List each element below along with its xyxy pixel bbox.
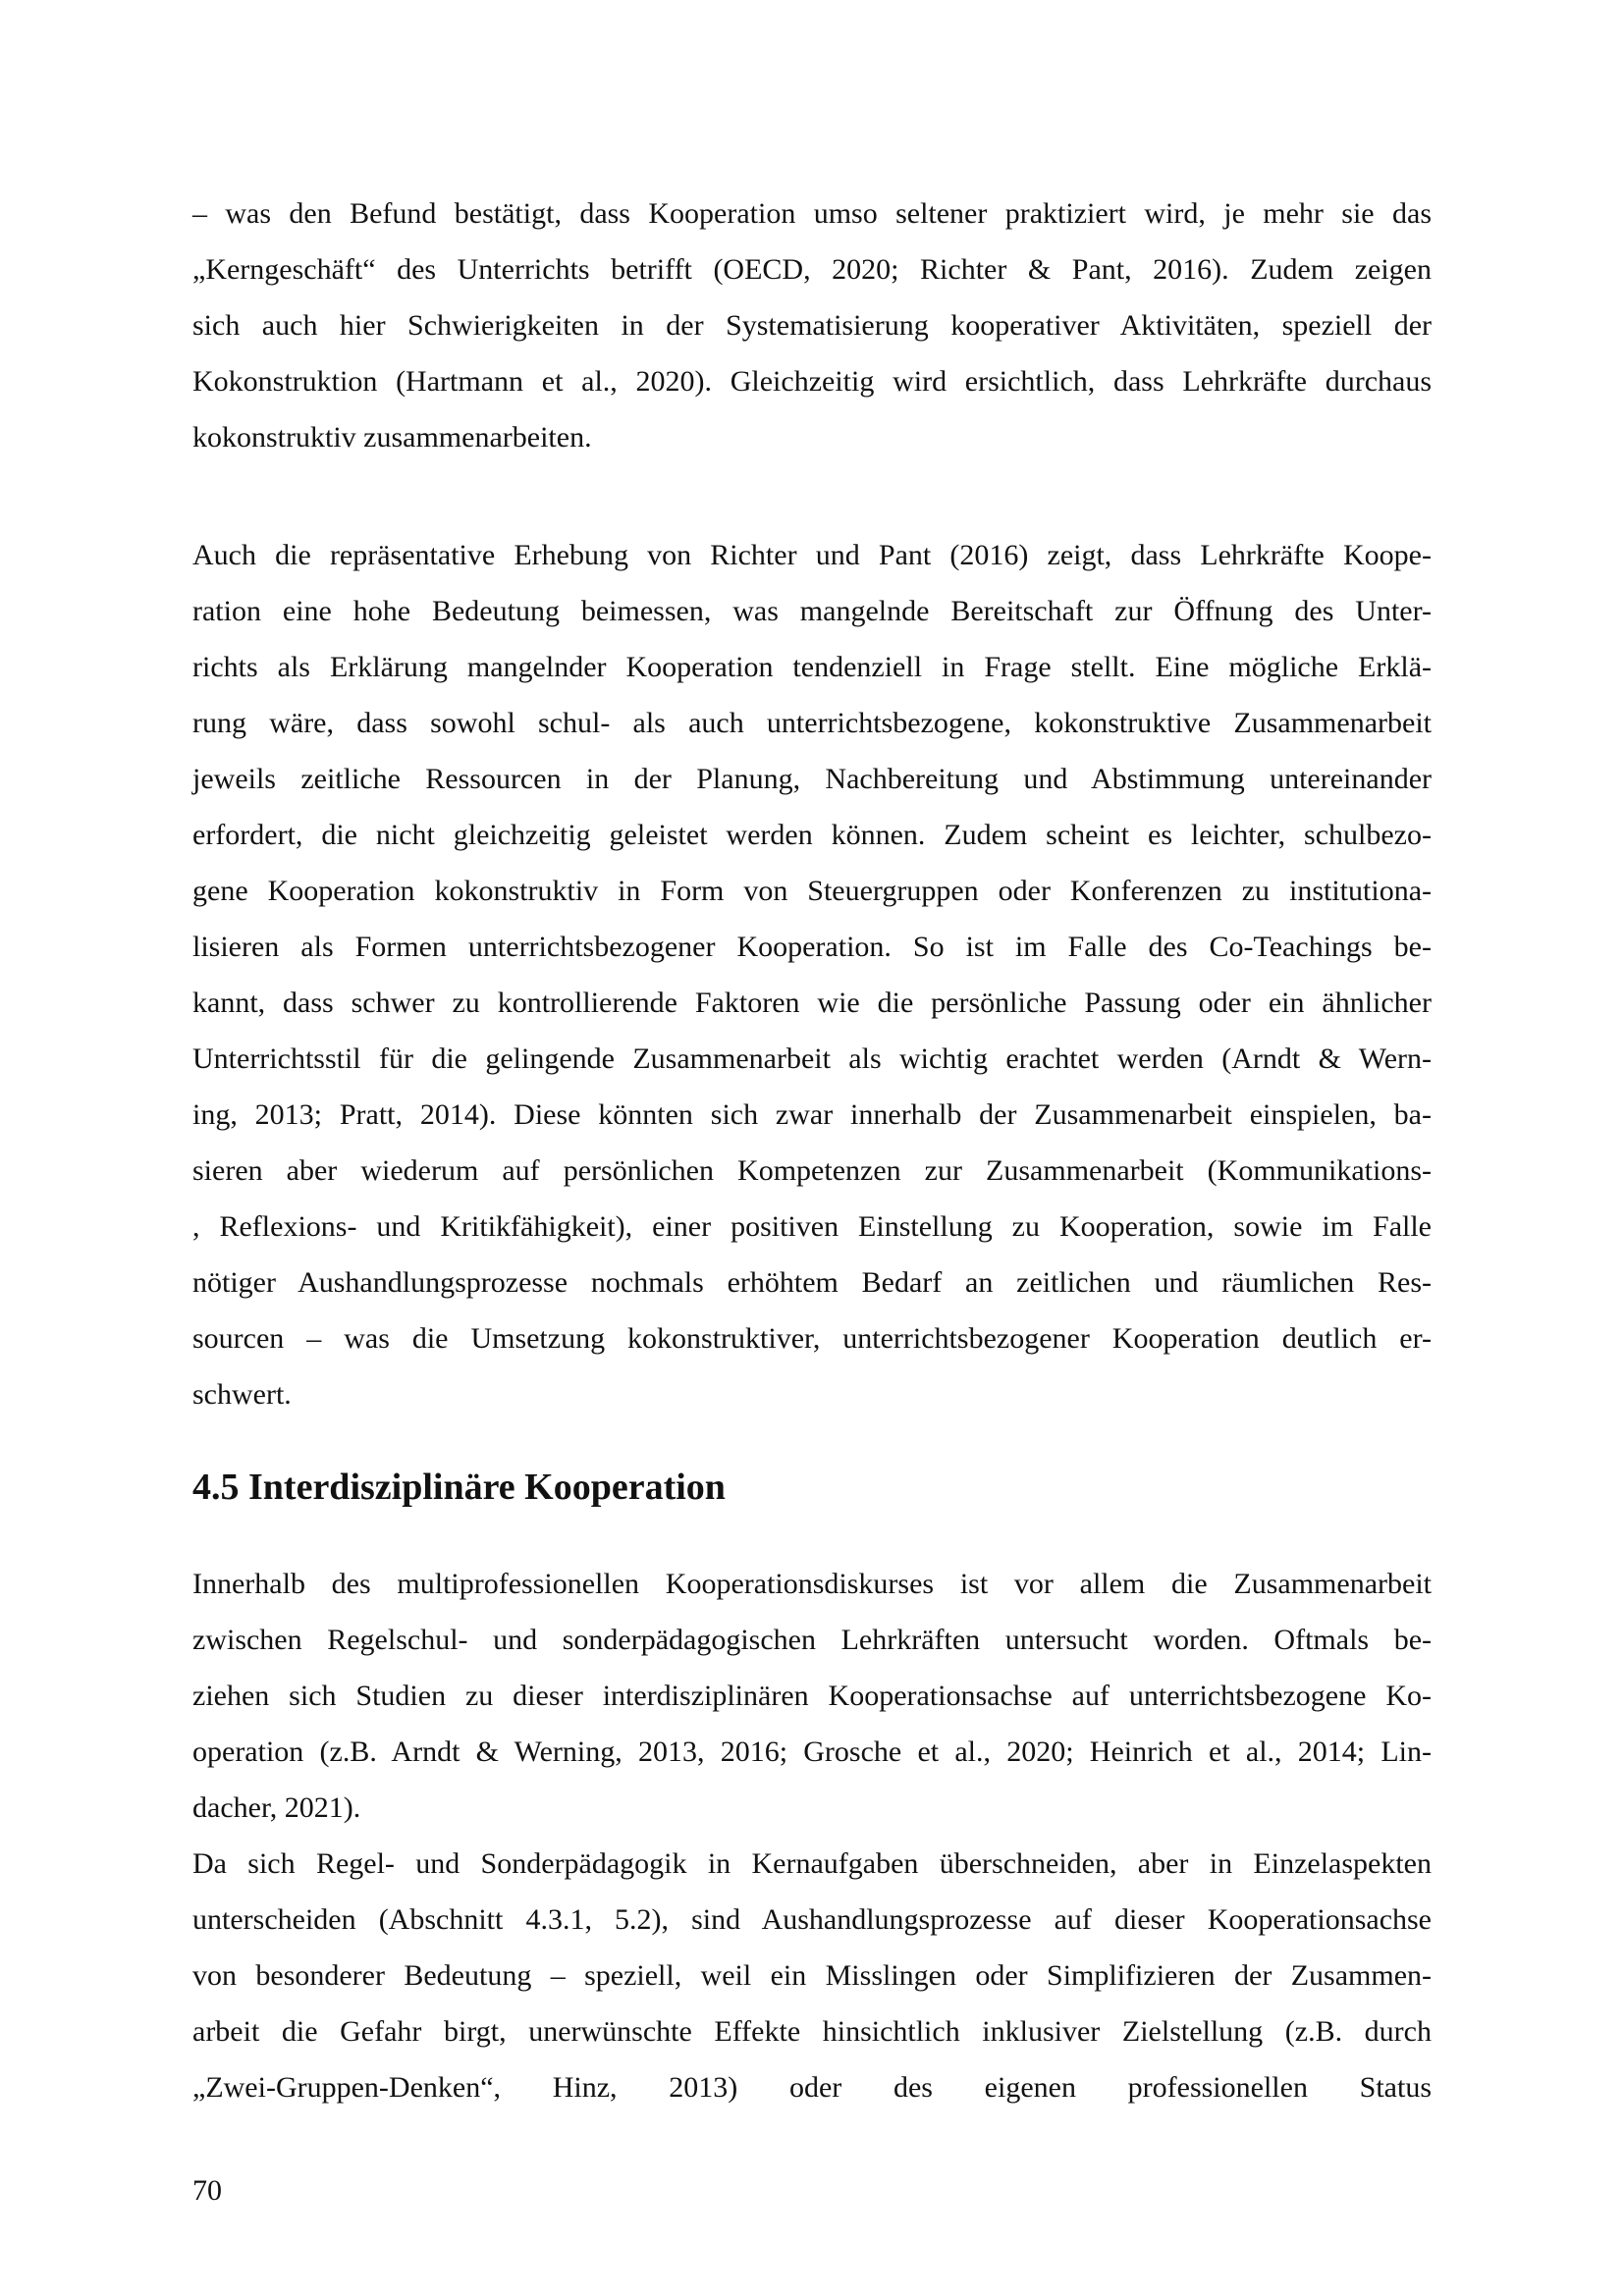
page-number: 70 — [192, 2174, 222, 2207]
text-line: arbeit die Gefahr birgt, unerwünschte Effekte hinsichtlich inklusiver Zielstellung (z.B. durch — [192, 2015, 1432, 2048]
text-line: – was den Befund bestätigt, dass Kooperation umso seltener praktiziert wird, je mehr sie das — [192, 197, 1432, 230]
text-line: unterscheiden (Abschnitt 4.3.1, 5.2), sind Aushandlungsprozesse auf dieser Kooperationsachse — [192, 1903, 1432, 1936]
text-line: , Reflexions- und Kritikfähigkeit), einer positiven Einstellung zu Kooperation, sowie im Falle — [192, 1210, 1432, 1243]
text-line: ration eine hohe Bedeutung beimessen, was mangelnde Bereitschaft zur Öffnung des Unter- — [192, 595, 1432, 627]
paragraph-4 — [192, 1836, 1432, 2115]
text-line: Kokonstruktion (Hartmann et al., 2020). Gleichzeitig wird ersichtlich, dass Lehrkräfte durchaus — [192, 365, 1432, 398]
paragraph-3 — [192, 1556, 1432, 1836]
text-line: „Zwei-Gruppen-Denken“, Hinz, 2013) oder des eigenen professionellen Status — [192, 2071, 1432, 2104]
text-line: zwischen Regelschul- und sonderpädagogischen Lehrkräften untersucht worden. Oftmals be- — [192, 1624, 1432, 1656]
text-line: operation (z.B. Arndt & Werning, 2013, 2016; Grosche et al., 2020; Heinrich et al., 2014; Lin- — [192, 1735, 1432, 1768]
text-line: von besonderer Bedeutung – speziell, weil ein Misslingen oder Simplifizieren der Zusammen- — [192, 1959, 1432, 1992]
text-line: Unterrichtsstil für die gelingende Zusammenarbeit als wichtig erachtet werden (Arndt & Wern- — [192, 1042, 1432, 1075]
paragraph-1 — [192, 186, 1432, 465]
text-line: jeweils zeitliche Ressourcen in der Planung, Nachbereitung und Abstimmung untereinander — [192, 763, 1432, 795]
text-line: sourcen – was die Umsetzung kokonstruktiver, unterrichtsbezogener Kooperation deutlich er- — [192, 1322, 1432, 1355]
text-line: gene Kooperation kokonstruktiv in Form von Steuergruppen oder Konferenzen zu institutiona- — [192, 875, 1432, 907]
text-line: Auch die repräsentative Erhebung von Richter und Pant (2016) zeigt, dass Lehrkräfte Koope- — [192, 539, 1432, 571]
text-line: sieren aber wiederum auf persönlichen Kompetenzen zur Zusammenarbeit (Kommunikations- — [192, 1154, 1432, 1187]
text-line: sich auch hier Schwierigkeiten in der Systematisierung kooperativer Aktivitäten, speziell der — [192, 309, 1432, 342]
text-line: lisieren als Formen unterrichtsbezogener Kooperation. So ist im Falle des Co-Teachings be- — [192, 931, 1432, 963]
text-line: ziehen sich Studien zu dieser interdisziplinären Kooperationsachse auf unterrichtsbezogene Ko- — [192, 1680, 1432, 1712]
paragraph-2 — [192, 527, 1432, 1422]
text-line: richts als Erklärung mangelnder Kooperation tendenziell in Frage stellt. Eine mögliche Erklä- — [192, 651, 1432, 683]
text-line: kannt, dass schwer zu kontrollierende Faktoren wie die persönliche Passung oder ein ähnlicher — [192, 987, 1432, 1019]
text-line: rung wäre, dass sowohl schul- als auch unterrichtsbezogene, kokonstruktive Zusammenarbeit — [192, 707, 1432, 739]
text-line: „Kerngeschäft“ des Unterrichts betrifft (OECD, 2020; Richter & Pant, 2016). Zudem zeigen — [192, 253, 1432, 286]
text-line: Innerhalb des multiprofessionellen Kooperationsdiskurses ist vor allem die Zusammenarbeit — [192, 1568, 1432, 1600]
text-line: nötiger Aushandlungsprozesse nochmals erhöhtem Bedarf an zeitlichen und räumlichen Res- — [192, 1266, 1432, 1299]
text-line: schwert. — [192, 1378, 292, 1411]
text-line: erfordert, die nicht gleichzeitig geleistet werden können. Zudem scheint es leichter, schulbezo- — [192, 819, 1432, 851]
text-line: ing, 2013; Pratt, 2014). Diese könnten sich zwar innerhalb der Zusammenarbeit einspielen, ba- — [192, 1098, 1432, 1131]
section-heading: 4.5 Interdisziplinäre Kooperation — [192, 1467, 726, 1508]
text-line: dacher, 2021). — [192, 1791, 361, 1824]
text-line: Da sich Regel- und Sonderpädagogik in Kernaufgaben überschneiden, aber in Einzelaspekten — [192, 1847, 1432, 1880]
text-line: kokonstruktiv zusammenarbeiten. — [192, 421, 592, 454]
